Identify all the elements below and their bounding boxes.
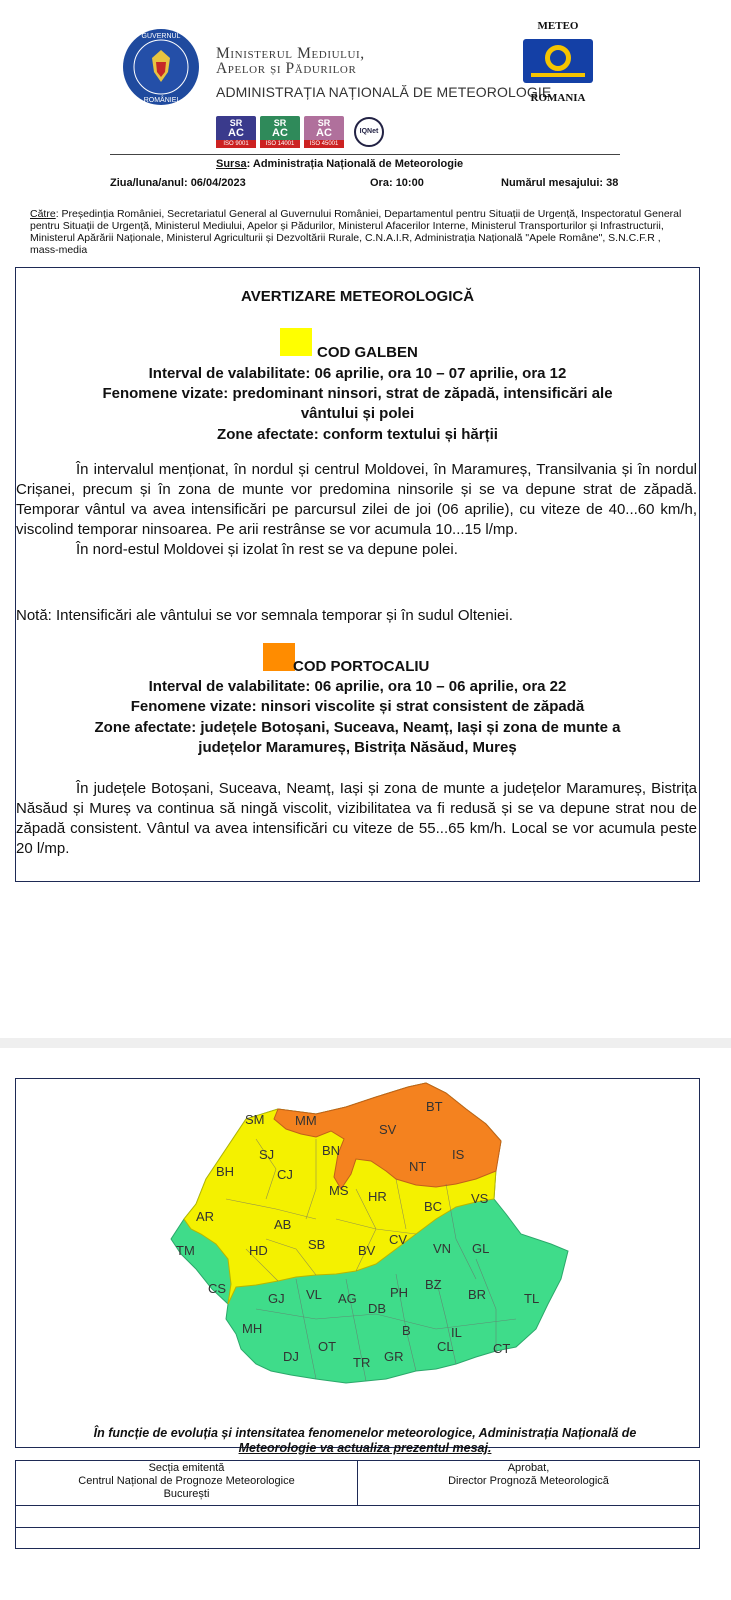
county-label-cl: CL <box>437 1339 454 1354</box>
meteo-romania-logo <box>522 20 594 104</box>
county-label-gr: GR <box>384 1349 404 1364</box>
meteo-logo-top: METEO <box>537 20 579 32</box>
county-label-tr: TR <box>353 1355 371 1370</box>
issuer-cell <box>16 1461 357 1505</box>
yellow-body-paragraph-2: În nord-estul Moldovei și izolat în rest se va depune polei. <box>76 541 458 558</box>
signature-blank-row <box>16 1528 699 1548</box>
yellow-zones: Zone afectate: conform textului și hărții <box>217 426 498 443</box>
approved-name: Director Prognoză Meteorologică <box>448 1475 609 1487</box>
county-label-ar: AR <box>196 1209 215 1224</box>
ministry-name <box>216 46 551 100</box>
county-label-mm: MM <box>295 1113 317 1128</box>
page-separator <box>0 1038 731 1048</box>
iso-14001-badge-icon: SR AC ISO 14001 <box>260 116 300 148</box>
county-label-gl: GL <box>472 1241 490 1256</box>
county-label-ct: CT <box>493 1341 511 1356</box>
issuer-name: Centrul Național de Prognoze Meteorologice <box>78 1475 295 1487</box>
source-line <box>216 158 463 170</box>
issuer-city: București <box>163 1488 210 1500</box>
romania-map <box>16 1079 701 1449</box>
county-label-ms: MS <box>329 1183 349 1198</box>
county-label-vn: VN <box>433 1241 452 1256</box>
county-label-vs: VS <box>471 1191 489 1206</box>
time-label: Ora: <box>370 177 393 189</box>
signature-row <box>16 1461 699 1506</box>
svg-text:ROMÂNIEI: ROMÂNIEI <box>143 97 179 104</box>
date-line <box>110 177 246 189</box>
county-label-hd: HD <box>249 1243 268 1258</box>
county-label-cj: CJ <box>277 1167 293 1182</box>
county-label-bv: BV <box>358 1243 376 1258</box>
meteo-logo-bottom: ROMANIA <box>530 92 586 104</box>
yellow-note: Notă: Intensificări ale vântului se vor semnala temporar și în sudul Olteniei. <box>16 607 513 624</box>
county-label-cv: CV <box>389 1232 408 1247</box>
message-number-value: 38 <box>606 177 619 189</box>
source-value: : Administrația Națională de Meteorologie <box>246 158 464 170</box>
county-label-il: IL <box>451 1325 462 1340</box>
iso-9001-badge-icon: SR AC ISO 9001 <box>216 116 256 148</box>
orange-body-paragraph: În județele Botoșani, Suceava, Neamț, Iași și zona de munte a județelor Maramureș, Bistrița Năsăud și Mureș va continua să ningă viscolit, vizibilitatea va fi redusă și se va depune strat nou de zăpadă consistent. Vântul va avea intensificări cu viteze de 55...65 km/h. Local se vor acumula peste 20 l/mp. <box>16 780 697 857</box>
source-label: Sursa <box>216 158 247 170</box>
orange-phenomena: Fenomene vizate: ninsori viscolite și strat consistent de zăpadă <box>130 698 585 715</box>
county-label-sb: SB <box>308 1237 326 1252</box>
warning-box <box>15 267 700 882</box>
county-label-sj: SJ <box>259 1147 275 1162</box>
county-label-hr: HR <box>368 1189 387 1204</box>
certification-badges <box>216 116 384 148</box>
county-label-bn: BN <box>322 1143 341 1158</box>
signature-blank-row <box>16 1506 699 1528</box>
date-value: 06/04/2023 <box>190 177 246 189</box>
iso-45001-badge-icon: SR AC ISO 45001 <box>304 116 344 148</box>
message-number-label: Numărul mesajului: <box>501 177 604 189</box>
date-label: Ziua/luna/anul: <box>110 177 188 189</box>
approved-cell <box>357 1461 699 1505</box>
warning-title: AVERTIZARE METEOROLOGICĂ <box>240 288 475 305</box>
issuer-label: Secția emitentă <box>148 1462 225 1474</box>
recipients-label: Către <box>30 208 56 220</box>
update-note-line-1: În funcție de evoluția și intensitatea fenomenelor meteorologice, Administrația Națională de <box>93 1426 637 1440</box>
signature-table <box>15 1460 700 1549</box>
county-label-tm: TM <box>176 1243 195 1258</box>
county-label-bz: BZ <box>425 1277 442 1292</box>
orange-zones-2: județelor Maramureș, Bistrița Năsăud, Mureș <box>198 739 517 756</box>
county-label-vl: VL <box>306 1287 322 1302</box>
county-label-sm: SM <box>245 1112 265 1127</box>
yellow-phenomena-2: vântului și polei <box>300 405 415 422</box>
recipients-text: : Președinția României, Secretariatul General al Guvernului României, Departamentul pentru Situații de Urgență, Inspectoratul General pentru Situații de Urgență, Ministerul Mediului, Apelor și Pădurilor, Ministerul Afacerilor Interne, Ministerul Transporturilor și Infrastructurii, Ministerul Apărării Naționale, Ministerul Agriculturii și Dezvoltării Rurale, C.N.A.I.R, Administrația Națională "Apele Române", S.N.C.F.R , mass-media <box>30 208 682 256</box>
message-number-line <box>501 177 618 189</box>
county-label-cs: CS <box>208 1281 227 1296</box>
county-label-tl: TL <box>524 1291 540 1306</box>
county-label-ab: AB <box>274 1217 292 1232</box>
government-seal-icon <box>122 28 200 106</box>
time-line <box>370 177 424 189</box>
header-divider <box>110 154 620 155</box>
county-label-nt: NT <box>409 1159 427 1174</box>
yellow-interval: Interval de valabilitate: 06 aprilie, ora 10 – 07 aprilie, ora 12 <box>148 365 567 382</box>
county-label-b: B <box>402 1323 411 1338</box>
agency-name: ADMINISTRAȚIA NAȚIONALĂ DE METEOROLOGIE <box>216 84 552 100</box>
yellow-body-paragraph-1: În intervalul menționat, în nordul și centrul Moldovei, în Maramureș, Transilvania și în nordul Crișanei, precum și în zona de munte vor predomina ninsorile și se va depune strat de zăpadă. Temporar vântul va avea intensificări pe parcursul zilei de joi (06 aprilie), cu viteze de 40...60 km/h, viscolind temporar ninsoarea. Pe arii restrânse se vor acumula 10...15 l/mp. <box>16 461 697 538</box>
county-label-is: IS <box>452 1147 465 1162</box>
orange-zones-1: Zone afectate: județele Botoșani, Suceava, Neamț, Iași și zona de munte a <box>94 719 621 736</box>
approved-label: Aprobat, <box>507 1462 550 1474</box>
yellow-code-label: COD GALBEN <box>317 344 418 361</box>
yellow-code-swatch-icon <box>280 328 312 356</box>
county-label-ph: PH <box>390 1285 409 1300</box>
county-label-ot: OT <box>318 1339 337 1354</box>
update-note-line-2: Meteorologie va actualiza prezentul mesaj. <box>238 1441 492 1455</box>
meteo-logo-icon <box>523 39 593 83</box>
county-label-br: BR <box>468 1287 487 1302</box>
county-label-db: DB <box>368 1301 387 1316</box>
yellow-body <box>16 460 697 560</box>
county-label-dj: DJ <box>283 1349 299 1364</box>
county-label-mh: MH <box>242 1321 263 1336</box>
time-value: 10:00 <box>395 177 424 189</box>
orange-body <box>16 779 697 859</box>
county-label-bt: BT <box>426 1099 443 1114</box>
update-note <box>40 1426 690 1456</box>
svg-text:GUVERNUL: GUVERNUL <box>141 33 181 40</box>
orange-interval: Interval de valabilitate: 06 aprilie, ora 10 – 06 aprilie, ora 22 <box>148 678 567 695</box>
county-label-gj: GJ <box>268 1291 285 1306</box>
iqnet-badge-icon: IQNet <box>354 117 384 147</box>
warning-map <box>15 1078 700 1448</box>
county-label-ag: AG <box>338 1291 357 1306</box>
orange-code-swatch-icon <box>263 643 295 671</box>
county-label-bh: BH <box>216 1164 235 1179</box>
recipients <box>30 208 690 256</box>
county-label-bc: BC <box>424 1199 443 1214</box>
ministry-line-2: Apelor și Pădurilor <box>216 60 357 77</box>
county-label-sv: SV <box>379 1122 397 1137</box>
ministry-line-1: Ministerul Mediului, <box>216 45 365 62</box>
orange-code-label: COD PORTOCALIU <box>293 658 430 675</box>
yellow-phenomena-1: Fenomene vizate: predominant ninsori, strat de zăpadă, intensificări ale <box>102 385 613 402</box>
